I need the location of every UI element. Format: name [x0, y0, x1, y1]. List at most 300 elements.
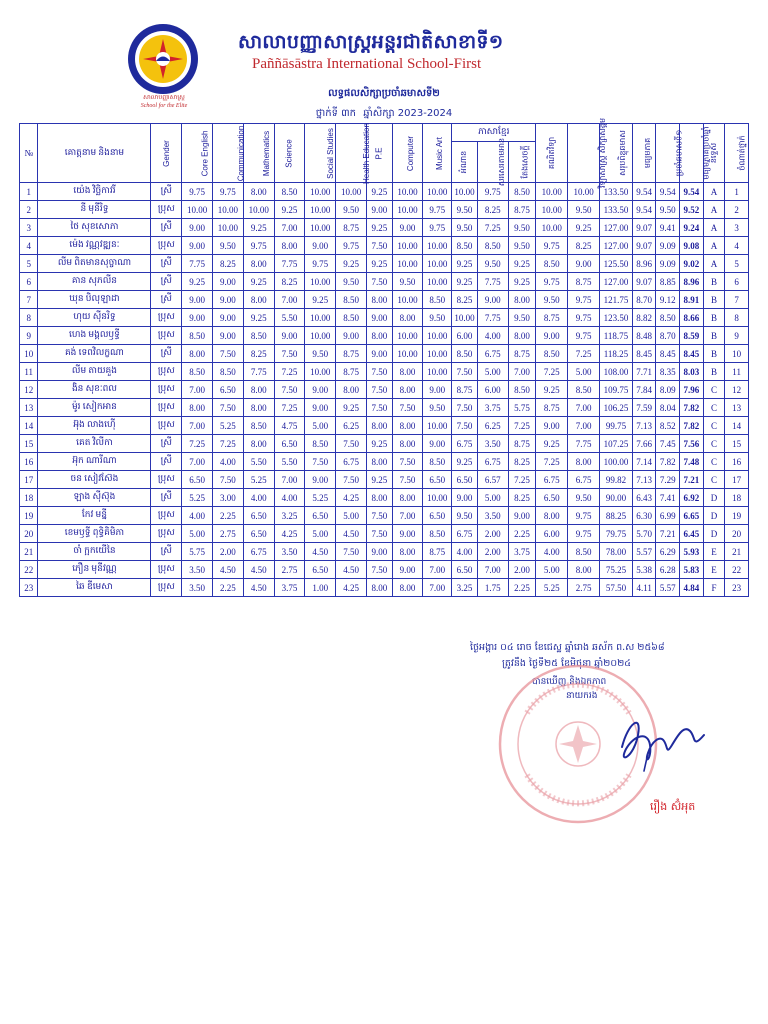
- score-cell: 7.25: [182, 435, 213, 453]
- semester1-cell: 9.09: [656, 237, 680, 255]
- date-lunar: ថ្ងៃអង្គារ ០៤ រោច ខែជេស្ឋ ឆ្នាំរោង ឆស័ក ព.ស ២៥៦៨: [470, 642, 665, 653]
- score-cell: 10.00: [536, 219, 568, 237]
- total-cell: 99.82: [600, 471, 633, 489]
- score-cell: 3.50: [477, 435, 508, 453]
- total-cell: 121.75: [600, 291, 633, 309]
- row-number-cell: 5: [20, 255, 38, 273]
- gender-cell: ស្រី: [151, 273, 182, 291]
- rank-cell: 2: [725, 201, 749, 219]
- score-cell: 9.00: [366, 345, 392, 363]
- annual-average-cell: 8.91: [680, 291, 704, 309]
- score-cell: 8.50: [568, 381, 600, 399]
- score-cell: 7.00: [423, 561, 452, 579]
- grade-cell: C: [703, 417, 725, 435]
- score-cell: 9.00: [568, 255, 600, 273]
- score-cell: 9.25: [452, 255, 478, 273]
- semester1-cell: 8.04: [656, 399, 680, 417]
- table-row: [20, 201, 749, 219]
- score-cell: 8.50: [536, 255, 568, 273]
- score-cell: 8.00: [568, 561, 600, 579]
- col-khmer-write: សរសេរតាមអាន: [477, 142, 508, 183]
- gender-cell: ស្រី: [151, 345, 182, 363]
- score-cell: 9.25: [366, 219, 392, 237]
- semester1-cell: 8.85: [656, 273, 680, 291]
- score-cell: 4.00: [213, 453, 244, 471]
- score-cell: 6.75: [452, 435, 478, 453]
- row-number-cell: 4: [20, 237, 38, 255]
- average-cell: 8.96: [632, 255, 656, 273]
- average-cell: 9.07: [632, 237, 656, 255]
- score-cell: 8.50: [305, 435, 336, 453]
- score-cell: 9.25: [366, 183, 392, 201]
- rank-cell: 13: [725, 399, 749, 417]
- semester1-cell: 8.52: [656, 417, 680, 435]
- score-cell: 9.75: [213, 183, 244, 201]
- score-cell: 9.00: [366, 543, 392, 561]
- score-cell: 9.75: [477, 183, 508, 201]
- annual-average-cell: 7.48: [680, 453, 704, 471]
- score-cell: 8.50: [243, 327, 274, 345]
- score-cell: 7.50: [213, 471, 244, 489]
- score-cell: 8.25: [568, 237, 600, 255]
- score-cell: 10.00: [213, 219, 244, 237]
- total-cell: 100.00: [600, 453, 633, 471]
- score-cell: 2.25: [213, 579, 244, 597]
- student-name-cell: គេត វិលីកា: [38, 435, 151, 453]
- average-cell: 8.48: [632, 327, 656, 345]
- score-cell: 5.00: [536, 561, 568, 579]
- score-cell: 6.50: [452, 471, 478, 489]
- semester1-cell: 8.70: [656, 327, 680, 345]
- rank-cell: 17: [725, 471, 749, 489]
- score-cell: 3.50: [182, 561, 213, 579]
- semester1-cell: 7.29: [656, 471, 680, 489]
- semester1-cell: 6.29: [656, 543, 680, 561]
- score-cell: 7.25: [213, 435, 244, 453]
- score-cell: 8.75: [336, 219, 367, 237]
- grade-cell: B: [703, 309, 725, 327]
- score-cell: 8.50: [477, 237, 508, 255]
- grade-cell: C: [703, 453, 725, 471]
- score-cell: 9.50: [336, 201, 367, 219]
- row-number-cell: 23: [20, 579, 38, 597]
- score-cell: 8.00: [274, 237, 305, 255]
- score-cell: 9.50: [452, 201, 478, 219]
- table-row: [20, 273, 749, 291]
- score-cell: 7.00: [182, 381, 213, 399]
- average-cell: 7.14: [632, 453, 656, 471]
- annual-average-cell: 6.45: [680, 525, 704, 543]
- score-cell: 9.75: [568, 525, 600, 543]
- score-cell: 9.00: [392, 525, 423, 543]
- score-cell: 6.50: [423, 507, 452, 525]
- score-cell: 8.00: [366, 291, 392, 309]
- semester1-cell: 8.35: [656, 363, 680, 381]
- score-cell: 4.25: [274, 525, 305, 543]
- score-cell: 4.50: [243, 579, 274, 597]
- annual-average-cell: 8.96: [680, 273, 704, 291]
- annual-average-cell: 7.82: [680, 399, 704, 417]
- average-cell: 8.45: [632, 345, 656, 363]
- total-cell: 127.00: [600, 237, 633, 255]
- approval-label: បានឃើញ និងឯកភាព: [532, 677, 607, 687]
- score-cell: 8.50: [568, 543, 600, 561]
- col-core-english: Core English: [182, 124, 213, 183]
- score-cell: 7.50: [392, 471, 423, 489]
- score-cell: 5.25: [182, 489, 213, 507]
- total-cell: 133.50: [600, 201, 633, 219]
- score-cell: 7.50: [392, 453, 423, 471]
- score-cell: 9.50: [508, 237, 536, 255]
- score-cell: 8.00: [366, 453, 392, 471]
- semester1-cell: 6.28: [656, 561, 680, 579]
- row-number-cell: 19: [20, 507, 38, 525]
- score-cell: 7.25: [536, 453, 568, 471]
- score-cell: 2.75: [568, 579, 600, 597]
- table-row: [20, 255, 749, 273]
- score-cell: 8.00: [508, 291, 536, 309]
- score-cell: 8.50: [508, 381, 536, 399]
- col-mathematics: Mathematics: [243, 124, 274, 183]
- score-cell: 5.75: [182, 543, 213, 561]
- score-cell: 5.00: [305, 417, 336, 435]
- score-cell: 8.00: [392, 579, 423, 597]
- score-cell: 10.00: [423, 255, 452, 273]
- rank-cell: 3: [725, 219, 749, 237]
- score-cell: 6.75: [336, 453, 367, 471]
- semester1-cell: 9.50: [656, 201, 680, 219]
- score-cell: 10.00: [305, 183, 336, 201]
- score-cell: 10.00: [568, 183, 600, 201]
- average-cell: 6.43: [632, 489, 656, 507]
- grade-cell: D: [703, 489, 725, 507]
- score-cell: 9.50: [213, 237, 244, 255]
- signer-name: រឿង ស៊ំអុត: [650, 800, 696, 813]
- score-cell: 9.00: [366, 201, 392, 219]
- score-cell: 5.25: [213, 417, 244, 435]
- score-cell: 9.50: [423, 309, 452, 327]
- table-row: [20, 507, 749, 525]
- col-health-education: Health Education: [336, 124, 367, 183]
- score-cell: 9.00: [213, 309, 244, 327]
- score-cell: 9.25: [182, 273, 213, 291]
- student-name-cell: ចាំ ក្អកយើនៃ: [38, 543, 151, 561]
- total-cell: 90.00: [600, 489, 633, 507]
- table-row: [20, 525, 749, 543]
- average-cell: 5.38: [632, 561, 656, 579]
- score-cell: 8.00: [392, 543, 423, 561]
- row-number-cell: 8: [20, 309, 38, 327]
- score-cell: 9.50: [508, 219, 536, 237]
- score-cell: 6.25: [477, 417, 508, 435]
- score-cell: 8.00: [243, 399, 274, 417]
- score-cell: 10.00: [392, 345, 423, 363]
- score-cell: 7.50: [366, 237, 392, 255]
- score-cell: 9.25: [243, 219, 274, 237]
- total-cell: 108.00: [600, 363, 633, 381]
- score-cell: 8.75: [508, 201, 536, 219]
- score-cell: 7.50: [366, 507, 392, 525]
- score-cell: 7.00: [274, 291, 305, 309]
- score-cell: 9.00: [213, 291, 244, 309]
- score-cell: 8.50: [182, 327, 213, 345]
- score-cell: 7.00: [477, 561, 508, 579]
- rank-cell: 12: [725, 381, 749, 399]
- score-cell: 6.75: [243, 543, 274, 561]
- score-cell: 5.50: [274, 309, 305, 327]
- col-communication: Communication: [213, 124, 244, 183]
- annual-average-cell: 5.93: [680, 543, 704, 561]
- annual-average-cell: 9.54: [680, 183, 704, 201]
- table-row: [20, 489, 749, 507]
- table-row: [20, 561, 749, 579]
- table-row: [20, 399, 749, 417]
- table-header-row: [20, 124, 749, 142]
- col-science: Science: [274, 124, 305, 183]
- score-cell: 9.00: [336, 327, 367, 345]
- col-khmer-sci: វិទ្យាសាស្ត្រ សិក្សាសង្គម: [568, 124, 600, 183]
- gender-cell: ប្រុស: [151, 507, 182, 525]
- score-cell: 8.00: [366, 579, 392, 597]
- annual-average-cell: 6.65: [680, 507, 704, 525]
- score-cell: 7.50: [366, 525, 392, 543]
- score-cell: 8.00: [392, 435, 423, 453]
- total-cell: 109.75: [600, 381, 633, 399]
- score-cell: 7.50: [274, 345, 305, 363]
- score-cell: 8.50: [243, 417, 274, 435]
- grade-cell: B: [703, 291, 725, 309]
- score-cell: 3.50: [274, 543, 305, 561]
- score-cell: 9.00: [305, 399, 336, 417]
- score-cell: 6.50: [243, 525, 274, 543]
- score-cell: 10.00: [423, 345, 452, 363]
- row-number-cell: 22: [20, 561, 38, 579]
- score-cell: 9.50: [423, 399, 452, 417]
- annual-average-cell: 7.82: [680, 417, 704, 435]
- row-number-cell: 13: [20, 399, 38, 417]
- score-cell: 2.00: [477, 525, 508, 543]
- score-cell: 8.50: [274, 183, 305, 201]
- annual-average-cell: 9.52: [680, 201, 704, 219]
- score-cell: 7.50: [336, 543, 367, 561]
- grades-body: [20, 183, 749, 597]
- total-cell: 118.25: [600, 345, 633, 363]
- score-cell: 8.00: [366, 327, 392, 345]
- row-number-cell: 12: [20, 381, 38, 399]
- col-semester1: ប្រចាំឆមាសទី១: [656, 124, 680, 183]
- score-cell: 6.57: [477, 471, 508, 489]
- score-cell: 7.00: [568, 417, 600, 435]
- score-cell: 9.25: [274, 201, 305, 219]
- grade-cell: A: [703, 255, 725, 273]
- average-cell: 9.07: [632, 273, 656, 291]
- average-cell: 7.84: [632, 381, 656, 399]
- score-cell: 9.75: [568, 309, 600, 327]
- table-row: [20, 435, 749, 453]
- rank-cell: 14: [725, 417, 749, 435]
- score-cell: 6.75: [568, 471, 600, 489]
- semester1-cell: 5.57: [656, 579, 680, 597]
- score-cell: 8.25: [243, 345, 274, 363]
- score-cell: 7.75: [568, 435, 600, 453]
- total-cell: 125.50: [600, 255, 633, 273]
- score-cell: 10.00: [452, 183, 478, 201]
- score-cell: 3.25: [452, 579, 478, 597]
- student-name-cell: កែវ មន្នី: [38, 507, 151, 525]
- score-cell: 8.75: [336, 345, 367, 363]
- score-cell: 5.00: [182, 525, 213, 543]
- score-cell: 8.75: [508, 345, 536, 363]
- score-cell: 4.50: [336, 561, 367, 579]
- score-cell: 8.25: [477, 201, 508, 219]
- score-cell: 8.50: [423, 291, 452, 309]
- rank-cell: 7: [725, 291, 749, 309]
- score-cell: 10.00: [423, 417, 452, 435]
- score-cell: 7.50: [366, 381, 392, 399]
- score-cell: 5.25: [305, 489, 336, 507]
- student-name-cell: អ៊ុង លាងហ៊ើ: [38, 417, 151, 435]
- col-grade: និទ្ទេស: [703, 124, 725, 183]
- annual-average-cell: 8.59: [680, 327, 704, 345]
- score-cell: 2.00: [213, 543, 244, 561]
- semester1-cell: 8.50: [656, 309, 680, 327]
- director-signature: [608, 705, 718, 775]
- score-cell: 7.00: [508, 363, 536, 381]
- gender-cell: ប្រុស: [151, 561, 182, 579]
- score-cell: 9.25: [452, 273, 478, 291]
- score-cell: 7.25: [508, 471, 536, 489]
- score-cell: 7.75: [477, 273, 508, 291]
- rank-cell: 4: [725, 237, 749, 255]
- score-cell: 6.50: [305, 561, 336, 579]
- score-cell: 10.00: [182, 201, 213, 219]
- table-row: [20, 291, 749, 309]
- school-name-kh: សាលាបញ្ញាសាស្ត្រអន្តរជាតិសាខាទី១: [238, 31, 504, 53]
- annual-average-cell: 9.08: [680, 237, 704, 255]
- student-name-cell: ម៉ូរ សៀកអាន: [38, 399, 151, 417]
- row-number-cell: 9: [20, 327, 38, 345]
- col-khmer-read: អំណាន: [452, 142, 478, 183]
- score-cell: 7.00: [182, 453, 213, 471]
- score-cell: 6.75: [477, 453, 508, 471]
- rank-cell: 9: [725, 327, 749, 345]
- student-name-cell: ថៃ សុខសោភា: [38, 219, 151, 237]
- gender-cell: ស្រី: [151, 543, 182, 561]
- logo-caption-en: School for the Elite: [140, 103, 188, 109]
- average-cell: 7.71: [632, 363, 656, 381]
- semester1-cell: 7.45: [656, 435, 680, 453]
- student-name-cell: យ៉េង វិច្ឆិកាវរី: [38, 183, 151, 201]
- student-name-cell: ចន សៀវស៊ែង: [38, 471, 151, 489]
- col-khmer-math: គណិតវិទ្យា: [536, 124, 568, 183]
- score-cell: 9.25: [366, 435, 392, 453]
- score-cell: 9.00: [182, 309, 213, 327]
- score-cell: 8.50: [423, 453, 452, 471]
- semester1-cell: 9.09: [656, 255, 680, 273]
- rank-cell: 8: [725, 309, 749, 327]
- rank-cell: 19: [725, 507, 749, 525]
- score-cell: 7.25: [508, 417, 536, 435]
- score-cell: 5.00: [305, 525, 336, 543]
- score-cell: 10.00: [392, 255, 423, 273]
- score-cell: 8.25: [508, 453, 536, 471]
- grade-cell: B: [703, 327, 725, 345]
- score-cell: 4.50: [336, 525, 367, 543]
- score-cell: 9.00: [274, 327, 305, 345]
- row-number-cell: 3: [20, 219, 38, 237]
- col-average: មធ្យមភាគ: [632, 124, 656, 183]
- score-cell: 8.50: [508, 183, 536, 201]
- score-cell: 8.00: [508, 327, 536, 345]
- grades-table: [19, 117, 749, 597]
- score-cell: 4.00: [477, 327, 508, 345]
- score-cell: 7.00: [392, 507, 423, 525]
- gender-cell: ស្រី: [151, 291, 182, 309]
- score-cell: 3.75: [508, 543, 536, 561]
- score-cell: 10.00: [392, 237, 423, 255]
- score-cell: 7.25: [274, 399, 305, 417]
- col-no: №: [20, 124, 38, 183]
- score-cell: 8.50: [336, 291, 367, 309]
- score-cell: 8.00: [392, 381, 423, 399]
- row-number-cell: 11: [20, 363, 38, 381]
- semester1-cell: 7.41: [656, 489, 680, 507]
- score-cell: 9.25: [508, 273, 536, 291]
- annual-average-cell: 4.84: [680, 579, 704, 597]
- score-cell: 9.00: [305, 471, 336, 489]
- annual-average-cell: 7.96: [680, 381, 704, 399]
- grade-cell: E: [703, 543, 725, 561]
- score-cell: 8.00: [243, 435, 274, 453]
- score-cell: 6.50: [274, 435, 305, 453]
- total-cell: 79.75: [600, 525, 633, 543]
- score-cell: 8.00: [182, 399, 213, 417]
- score-cell: 9.25: [366, 255, 392, 273]
- score-cell: 8.00: [392, 363, 423, 381]
- grade-cell: B: [703, 273, 725, 291]
- score-cell: 9.25: [305, 291, 336, 309]
- score-cell: 9.00: [213, 327, 244, 345]
- score-cell: 7.75: [477, 309, 508, 327]
- score-cell: 2.75: [274, 561, 305, 579]
- table-row: [20, 579, 749, 597]
- total-cell: 127.00: [600, 219, 633, 237]
- annual-average-cell: 8.03: [680, 363, 704, 381]
- rank-cell: 10: [725, 345, 749, 363]
- total-cell: 123.50: [600, 309, 633, 327]
- score-cell: 9.00: [182, 291, 213, 309]
- score-cell: 9.75: [336, 237, 367, 255]
- table-row: [20, 237, 749, 255]
- score-cell: 9.50: [477, 255, 508, 273]
- gender-cell: ប្រុស: [151, 525, 182, 543]
- score-cell: 7.50: [366, 399, 392, 417]
- col-music-art: Music Art: [423, 124, 452, 183]
- score-cell: 10.00: [423, 327, 452, 345]
- score-cell: 6.00: [477, 381, 508, 399]
- grade-cell: A: [703, 219, 725, 237]
- score-cell: 4.50: [305, 543, 336, 561]
- score-cell: 5.25: [243, 471, 274, 489]
- average-cell: 7.13: [632, 471, 656, 489]
- score-cell: 6.25: [336, 417, 367, 435]
- score-cell: 6.50: [213, 381, 244, 399]
- gender-cell: ប្រុស: [151, 381, 182, 399]
- col-total: សរុបពិន្ទុឆមាស: [600, 124, 633, 183]
- score-cell: 8.00: [243, 255, 274, 273]
- report-subtitle: [0, 106, 768, 121]
- score-cell: 3.50: [182, 579, 213, 597]
